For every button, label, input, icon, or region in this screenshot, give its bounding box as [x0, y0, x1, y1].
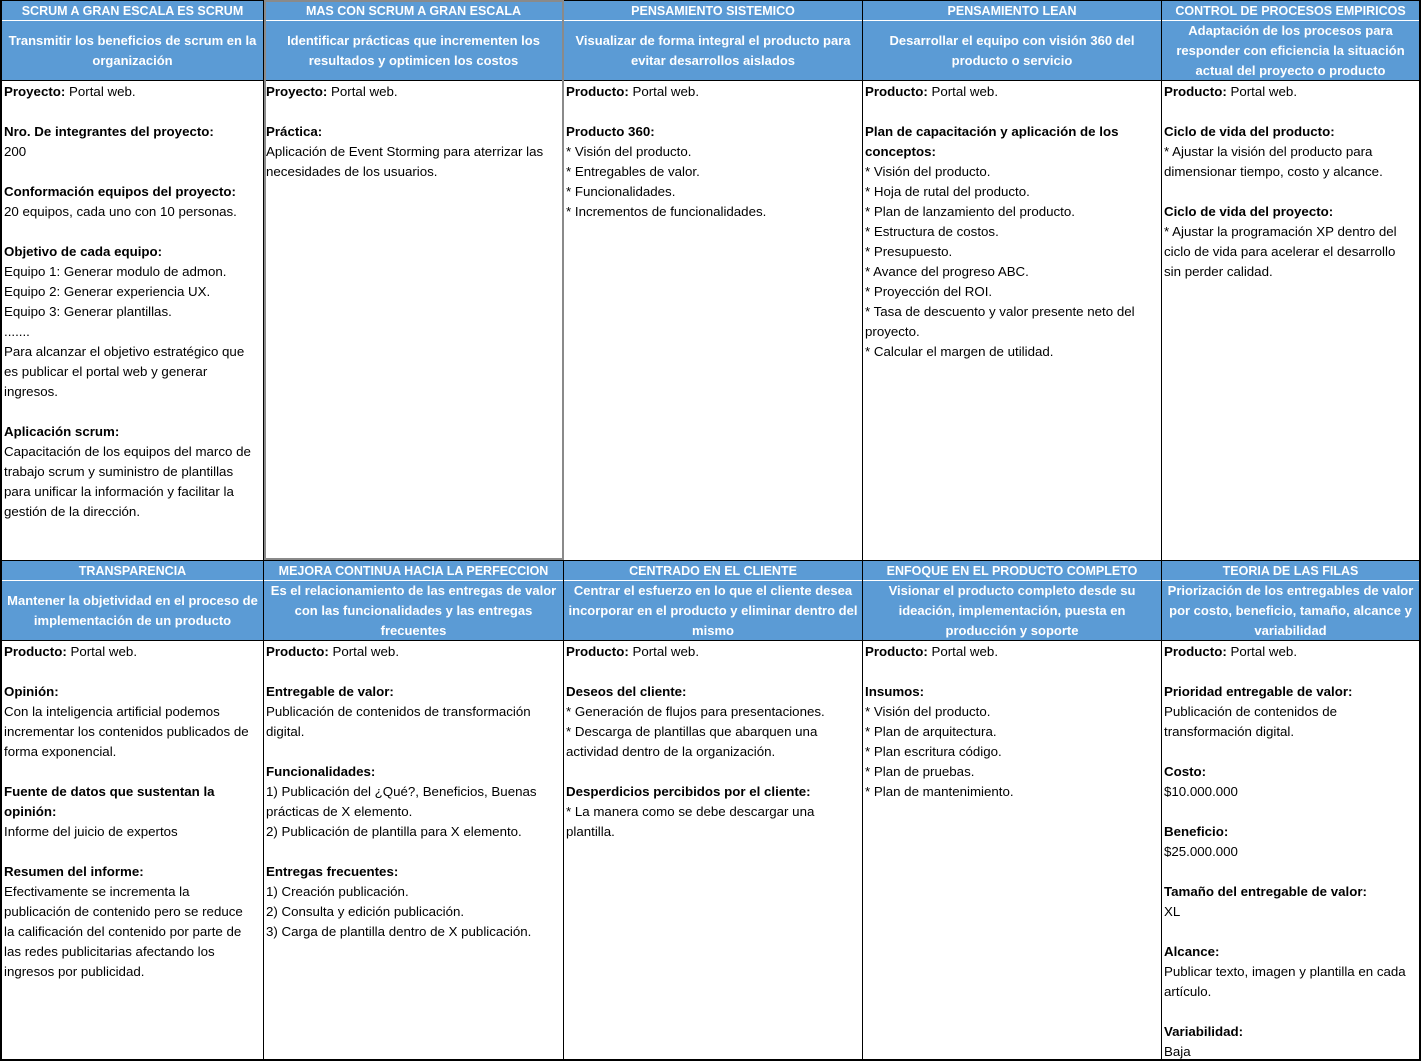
cell-line-text: Con la inteligencia artificial podemos — [4, 704, 220, 719]
cell-line-label: Opinión: — [4, 684, 59, 699]
cell-line — [266, 682, 562, 702]
cell-line-text: * Funcionalidades. — [566, 184, 676, 199]
blank-line — [4, 102, 262, 122]
cell-line — [4, 862, 262, 882]
cell-line — [4, 242, 262, 262]
blank-line — [1164, 102, 1418, 122]
cell-line — [566, 202, 861, 222]
cell-line-text: ciclo de vida para acelerar el desarrollo — [1164, 244, 1396, 259]
cell-line-text: 3) Carga de plantilla dentro de X publicación. — [266, 924, 532, 939]
cell-line-text: Portal web. — [1226, 644, 1298, 659]
cell-line-label: Conformación equipos del proyecto: — [4, 184, 236, 199]
column-title[interactable]: MAS CON SCRUM A GRAN ESCALA — [264, 0, 563, 21]
column-pensamiento-sistemico[interactable] — [564, 0, 863, 560]
cell-line-text: * Incrementos de funcionalidades. — [566, 204, 767, 219]
cell-line — [4, 962, 262, 982]
column-title[interactable]: PENSAMIENTO LEAN — [863, 0, 1161, 21]
cell-body[interactable] — [264, 81, 563, 182]
cell-line-text: Portal web. — [927, 84, 999, 99]
column-subtitle[interactable] — [2, 581, 263, 641]
cell-line — [1164, 1022, 1418, 1042]
cell-line-label: Beneficio: — [1164, 824, 1229, 839]
cell-line — [865, 302, 1160, 322]
cell-line-text: * Plan de arquitectura. — [865, 724, 997, 739]
cell-line — [266, 702, 562, 722]
cell-line — [4, 322, 262, 342]
cell-line-label: Producto: — [865, 644, 928, 659]
cell-line-text: * Generación de flujos para presentaciones. — [566, 704, 825, 719]
blank-line — [266, 842, 562, 862]
cell-line — [566, 802, 861, 822]
cell-line-label: opinión: — [4, 804, 57, 819]
cell-line-text: * Calcular el margen de utilidad. — [865, 344, 1054, 359]
cell-line-text: * Plan escritura código. — [865, 744, 1002, 759]
cell-line — [4, 782, 262, 802]
cell-line-text: Aplicación de Event Storming para aterrizar las — [266, 144, 544, 159]
cell-line — [266, 722, 562, 742]
cell-line — [4, 462, 262, 482]
cell-line — [266, 882, 562, 902]
cell-line-text: * Descarga de plantillas que abarquen una — [566, 724, 818, 739]
cell-line — [865, 282, 1160, 302]
cell-line-text: Informe del juicio de expertos — [4, 824, 178, 839]
blank-line — [865, 102, 1160, 122]
cell-line — [865, 222, 1160, 242]
cell-line-text: 20 equipos, cada uno con 10 personas. — [4, 204, 237, 219]
cell-line-text: * Entregables de valor. — [566, 164, 700, 179]
column-centrado-en-el-cliente[interactable] — [564, 560, 863, 1061]
cell-line-text: Portal web. — [328, 644, 400, 659]
cell-line — [4, 82, 262, 102]
cell-body[interactable] — [1162, 81, 1419, 282]
cell-body[interactable] — [564, 81, 862, 222]
cell-line — [1164, 782, 1418, 802]
cell-line — [865, 682, 1160, 702]
cell-line — [266, 802, 562, 822]
cell-line — [865, 82, 1160, 102]
cell-line — [266, 122, 562, 142]
cell-line-text: Equipo 2: Generar experiencia UX. — [4, 284, 211, 299]
blank-line — [266, 742, 562, 762]
cell-line-text: digital. — [266, 724, 305, 739]
cell-line — [4, 922, 262, 942]
column-title[interactable]: TRANSPARENCIA — [2, 560, 263, 581]
cell-line-text: es publicar el portal web y generar — [4, 364, 208, 379]
cell-line-label: Entregable de valor: — [266, 684, 394, 699]
cell-line — [4, 942, 262, 962]
column-subtitle-text: Visualizar de forma integral el producto para evitar desarrollos aislados — [575, 32, 851, 68]
blank-line — [1164, 742, 1418, 762]
cell-line-text: actividad dentro de la organización. — [566, 744, 776, 759]
cell-line — [4, 482, 262, 502]
cell-line-label: Objetivo de cada equipo: — [4, 244, 163, 259]
cell-line-label: Producto: — [266, 644, 329, 659]
column-subtitle[interactable] — [863, 581, 1161, 641]
blank-line — [266, 102, 562, 122]
column-subtitle[interactable] — [1162, 21, 1419, 81]
cell-line — [4, 682, 262, 702]
cell-line-label: Proyecto: — [4, 84, 66, 99]
cell-line — [865, 162, 1160, 182]
cell-line-text: * Ajustar la programación XP dentro del — [1164, 224, 1397, 239]
cell-line — [266, 82, 562, 102]
cell-line-text: * Proyección del ROI. — [865, 284, 993, 299]
cell-line — [4, 442, 262, 462]
cell-line — [266, 922, 562, 942]
cell-line-label: Fuente de datos que sustentan la — [4, 784, 215, 799]
cell-line-text: Baja — [1164, 1044, 1191, 1059]
blank-line — [566, 762, 861, 782]
cell-line — [4, 822, 262, 842]
column-enfoque-producto-completo[interactable] — [863, 560, 1162, 1061]
cell-line — [566, 702, 861, 722]
cell-line — [1164, 942, 1418, 962]
column-subtitle-text: Centrar el esfuerzo en lo que el cliente desea incorporar en el producto y eliminar dentro del mismo — [568, 582, 858, 638]
column-subtitle-text: Identificar prácticas que incrementen los resultados y optimicen los costos — [287, 32, 540, 68]
cell-line-text: gestión de la dirección. — [4, 504, 141, 519]
cell-line-text: dimensionar tiempo, costo y alcance. — [1164, 164, 1383, 179]
cell-line-label: conceptos: — [865, 144, 936, 159]
cell-line-text: transformación digital. — [1164, 724, 1295, 739]
cell-body[interactable] — [863, 641, 1161, 802]
cell-line — [4, 742, 262, 762]
cell-body[interactable] — [863, 81, 1161, 362]
cell-line — [566, 122, 861, 142]
cell-line-label: Proyecto: — [266, 84, 328, 99]
cell-line-text: $10.000.000 — [1164, 784, 1238, 799]
cell-line — [266, 822, 562, 842]
blank-line — [1164, 862, 1418, 882]
cell-line-text: Capacitación de los equipos del marco de — [4, 444, 251, 459]
cell-line-text: * Visión del producto. — [865, 704, 991, 719]
cell-line-text: trabajo scrum y suministro de plantillas — [4, 464, 234, 479]
cell-line — [1164, 902, 1418, 922]
cell-line — [566, 822, 861, 842]
cell-line — [865, 782, 1160, 802]
cell-line — [4, 702, 262, 722]
cell-line-text: las redes publicitarias afectando los — [4, 944, 215, 959]
cell-line-label: Alcance: — [1164, 944, 1220, 959]
column-subtitle-text: Es el relacionamiento de las entregas de valor con las funcionalidades y las entregas frecuentes — [270, 582, 557, 638]
column-mas-con-scrum[interactable] — [264, 0, 564, 560]
cell-line-text: 1) Creación publicación. — [266, 884, 409, 899]
cell-line-label: Variabilidad: — [1164, 1024, 1244, 1039]
cell-line — [1164, 702, 1418, 722]
blank-line — [1164, 922, 1418, 942]
cell-line-text: prácticas de X elemento. — [266, 804, 413, 819]
cell-line — [566, 682, 861, 702]
blank-line — [266, 662, 562, 682]
column-teoria-de-las-filas[interactable] — [1162, 560, 1421, 1061]
cell-line — [865, 342, 1160, 362]
cell-line — [1164, 262, 1418, 282]
blank-line — [4, 662, 262, 682]
cell-line-label: Desperdicios percibidos por el cliente: — [566, 784, 811, 799]
cell-line-text: XL — [1164, 904, 1181, 919]
cell-line-text: proyecto. — [865, 324, 920, 339]
cell-line-text: necesidades de los usuarios. — [266, 164, 438, 179]
cell-line — [1164, 882, 1418, 902]
blank-line — [4, 402, 262, 422]
cell-line-text: 2) Publicación de plantilla para X elemento. — [266, 824, 522, 839]
blank-line — [566, 102, 861, 122]
cell-line-label: Ciclo de vida del proyecto: — [1164, 204, 1334, 219]
cell-line — [566, 82, 861, 102]
cell-line — [1164, 962, 1418, 982]
cell-line-text: Portal web. — [327, 84, 398, 99]
column-subtitle[interactable] — [564, 581, 862, 641]
cell-line-text: 2) Consulta y edición publicación. — [266, 904, 465, 919]
cell-line-text: * La manera como se debe descargar una — [566, 804, 815, 819]
cell-line — [4, 302, 262, 322]
cell-line — [1164, 202, 1418, 222]
cell-line — [266, 162, 562, 182]
cell-line-text: * Visión del producto. — [566, 144, 692, 159]
cell-line — [4, 262, 262, 282]
cell-line — [1164, 642, 1418, 662]
cell-line — [4, 422, 262, 442]
blank-line — [4, 762, 262, 782]
column-title[interactable]: PENSAMIENTO SISTEMICO — [564, 0, 862, 21]
column-subtitle[interactable] — [1162, 581, 1419, 641]
cell-line-text: * Plan de pruebas. — [865, 764, 975, 779]
cell-body[interactable] — [2, 641, 263, 982]
column-title[interactable]: SCRUM A GRAN ESCALA ES SCRUM — [2, 0, 263, 21]
column-subtitle[interactable] — [564, 21, 862, 81]
cell-line — [1164, 842, 1418, 862]
column-control-procesos-empiricos[interactable] — [1162, 0, 1421, 560]
cell-line-label: Producto: — [1164, 644, 1227, 659]
column-title[interactable]: TEORIA DE LAS FILAS — [1162, 560, 1419, 581]
cell-body[interactable] — [2, 81, 263, 522]
cell-line — [865, 702, 1160, 722]
cell-line — [4, 282, 262, 302]
cell-line — [1164, 222, 1418, 242]
cell-line — [566, 162, 861, 182]
cell-line-text: Portal web. — [66, 644, 138, 659]
cell-line — [865, 322, 1160, 342]
cell-line-text: * Plan de mantenimiento. — [865, 784, 1014, 799]
column-title[interactable]: CONTROL DE PROCESOS EMPIRICOS — [1162, 0, 1419, 21]
cell-line-label: Práctica: — [266, 124, 323, 139]
cell-body[interactable] — [564, 641, 862, 842]
cell-line — [266, 782, 562, 802]
cell-line — [865, 262, 1160, 282]
blank-line — [1164, 802, 1418, 822]
cell-line — [566, 642, 861, 662]
blank-line — [4, 842, 262, 862]
cell-line-text: * Ajustar la visión del producto para — [1164, 144, 1373, 159]
cell-line-text: Equipo 3: Generar plantillas. — [4, 304, 172, 319]
cell-line-text: la calificación del contenido por parte de — [4, 924, 242, 939]
cell-line-text: Publicación de contenidos de — [1164, 704, 1337, 719]
row-2 — [0, 560, 1421, 1061]
cell-line — [1164, 122, 1418, 142]
cell-line — [865, 242, 1160, 262]
cell-line-text: Efectivamente se incrementa la — [4, 884, 190, 899]
cell-line-text: Portal web. — [927, 644, 999, 659]
cell-line — [1164, 142, 1418, 162]
cell-line — [4, 882, 262, 902]
blank-line — [865, 662, 1160, 682]
cell-line — [566, 782, 861, 802]
column-subtitle-text: Mantener la objetividad en el proceso de implementación de un producto — [7, 592, 258, 628]
cell-line-text: Publicación de contenidos de transformación — [266, 704, 531, 719]
cell-line-label: Producto: — [566, 644, 629, 659]
cell-line-text: ingresos. — [4, 384, 58, 399]
column-transparencia[interactable] — [0, 560, 264, 1061]
column-subtitle-text: Priorización de los entregables de valor por costo, beneficio, tamaño, alcance y variabilidad — [1167, 582, 1414, 638]
cell-line-label: Prioridad entregable de valor: — [1164, 684, 1353, 699]
blank-line — [4, 222, 262, 242]
blank-line — [4, 162, 262, 182]
cell-line-label: Entregas frecuentes: — [266, 864, 399, 879]
cell-line — [4, 902, 262, 922]
cell-line — [566, 142, 861, 162]
cell-line-text: Portal web. — [628, 84, 700, 99]
column-pensamiento-lean[interactable] — [863, 0, 1162, 560]
cell-line-text: $25.000.000 — [1164, 844, 1238, 859]
cell-line-label: Producto: — [4, 644, 67, 659]
cell-line-text: * Presupuesto. — [865, 244, 953, 259]
cell-line — [1164, 722, 1418, 742]
cell-line-text: * Plan de lanzamiento del producto. — [865, 204, 1075, 219]
cell-line — [1164, 982, 1418, 1002]
cell-line-text: sin perder calidad. — [1164, 264, 1273, 279]
column-subtitle[interactable] — [264, 21, 563, 81]
column-subtitle[interactable] — [863, 21, 1161, 81]
cell-line — [566, 742, 861, 762]
cell-line — [4, 642, 262, 662]
cell-line-label: Producto: — [566, 84, 629, 99]
cell-line — [566, 182, 861, 202]
cell-line — [1164, 162, 1418, 182]
cell-line-text: 200 — [4, 144, 27, 159]
cell-line — [865, 722, 1160, 742]
cell-line — [1164, 242, 1418, 262]
cell-line-label: Insumos: — [865, 684, 925, 699]
cell-line — [266, 902, 562, 922]
cell-line — [865, 142, 1160, 162]
cell-line-text: Portal web. — [1226, 84, 1298, 99]
cell-line-text: incrementar los contenidos publicados de — [4, 724, 249, 739]
column-subtitle-text: Visionar el producto completo desde su ideación, implementación, puesta en producción y soporte — [888, 582, 1136, 638]
cell-line-text: artículo. — [1164, 984, 1212, 999]
column-title[interactable]: MEJORA CONTINUA HACIA LA PERFECCION — [264, 560, 563, 581]
cell-line — [4, 122, 262, 142]
cell-line-label: Producto: — [1164, 84, 1227, 99]
column-subtitle-text: Transmitir los beneficios de scrum en la organización — [8, 32, 257, 68]
cell-line-label: Plan de capacitación y aplicación de los — [865, 124, 1119, 139]
cell-line — [266, 142, 562, 162]
column-mejora-continua[interactable] — [264, 560, 564, 1061]
cell-line-label: Resumen del informe: — [4, 864, 144, 879]
cell-line — [1164, 822, 1418, 842]
cell-line — [4, 802, 262, 822]
column-subtitle[interactable] — [264, 581, 563, 641]
cell-line — [865, 762, 1160, 782]
cell-line-text: * Tasa de descuento y valor presente neto del — [865, 304, 1135, 319]
cell-line-text: * Estructura de costos. — [865, 224, 999, 239]
cell-line — [4, 502, 262, 522]
cell-line-text: Publicar texto, imagen y plantilla en cada — [1164, 964, 1406, 979]
cell-body[interactable] — [264, 641, 563, 942]
cell-line-text: 1) Publicación del ¿Qué?, Beneficios, Buenas — [266, 784, 537, 799]
blank-line — [1164, 1002, 1418, 1022]
column-subtitle[interactable] — [2, 21, 263, 81]
cell-line-text: Portal web. — [628, 644, 700, 659]
cell-line-text: * Hoja de rutal del producto. — [865, 184, 1030, 199]
cell-line-label: Producto: — [865, 84, 928, 99]
cell-line — [865, 642, 1160, 662]
column-subtitle-text: Adaptación de los procesos para responder con eficiencia la situación actual del proyecto o producto — [1176, 22, 1405, 78]
cell-line — [4, 722, 262, 742]
cell-line-text: Para alcanzar el objetivo estratégico que — [4, 344, 245, 359]
cell-line-label: Tamaño del entregable de valor: — [1164, 884, 1367, 899]
cell-line — [266, 862, 562, 882]
cell-line-label: Costo: — [1164, 764, 1207, 779]
cell-line-text: plantilla. — [566, 824, 615, 839]
cell-line-text: * Avance del progreso ABC. — [865, 264, 1029, 279]
cell-line — [266, 762, 562, 782]
cell-line — [1164, 82, 1418, 102]
cell-line — [266, 642, 562, 662]
column-subtitle-text: Desarrollar el equipo con visión 360 del producto o servicio — [889, 32, 1135, 68]
cell-line-label: Aplicación scrum: — [4, 424, 120, 439]
column-title[interactable]: CENTRADO EN EL CLIENTE — [564, 560, 862, 581]
column-scrum-a-gran-escala[interactable] — [0, 0, 264, 560]
cell-line-text: forma exponencial. — [4, 744, 117, 759]
blank-line — [566, 662, 861, 682]
cell-line — [566, 722, 861, 742]
cell-line-text: publicación de contenido pero se reduce — [4, 904, 243, 919]
column-title[interactable]: ENFOQUE EN EL PRODUCTO COMPLETO — [863, 560, 1161, 581]
cell-line-text: ....... — [4, 324, 30, 339]
cell-line — [865, 122, 1160, 142]
cell-line — [865, 742, 1160, 762]
cell-line-label: Producto 360: — [566, 124, 655, 139]
cell-line-text: ingresos por publicidad. — [4, 964, 145, 979]
cell-line — [4, 382, 262, 402]
cell-line-text: Equipo 1: Generar modulo de admon. — [4, 264, 227, 279]
cell-body[interactable] — [1162, 641, 1419, 1062]
blank-line — [1164, 182, 1418, 202]
cell-line — [1164, 762, 1418, 782]
cell-line-label: Deseos del cliente: — [566, 684, 687, 699]
cell-line-label: Funcionalidades: — [266, 764, 376, 779]
cell-line-text: Portal web. — [65, 84, 136, 99]
cell-line-label: Ciclo de vida del producto: — [1164, 124, 1335, 139]
cell-line — [4, 202, 262, 222]
cell-line — [4, 182, 262, 202]
cell-line — [865, 202, 1160, 222]
blank-line — [1164, 662, 1418, 682]
cell-line — [1164, 682, 1418, 702]
cell-line-label: Nro. De integrantes del proyecto: — [4, 124, 214, 139]
cell-line — [865, 182, 1160, 202]
cell-line — [4, 142, 262, 162]
cell-line — [4, 362, 262, 382]
cell-line — [4, 342, 262, 362]
cell-line-text: * Visión del producto. — [865, 164, 991, 179]
cell-line-text: para unificar la información y facilitar la — [4, 484, 234, 499]
